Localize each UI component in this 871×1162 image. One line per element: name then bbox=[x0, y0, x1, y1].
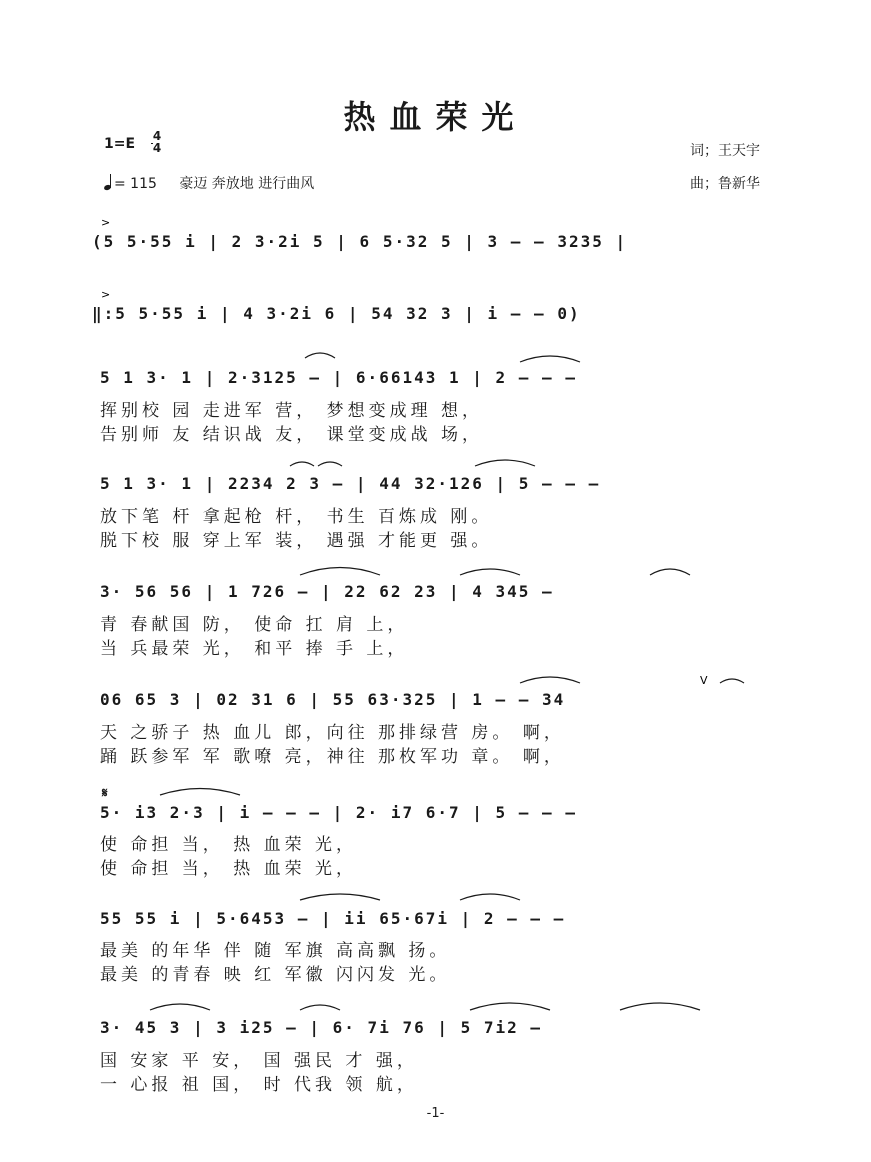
time-signature-bottom: 4 bbox=[152, 141, 162, 155]
expression-marking: 豪迈 奔放地 进行曲风 bbox=[179, 176, 315, 192]
svg-text:V: V bbox=[700, 674, 708, 687]
lyric-line-8a: 最美 的年华 伴 随 军旗 高高飘 扬。 bbox=[100, 941, 451, 961]
notation-line-5: 3· 56 56 | 1 726 – | 22 62 23 | 4 345 – bbox=[100, 582, 554, 601]
segno-icon: 𝄋 bbox=[102, 786, 108, 801]
notation-line-3: 5 1 3· 1 | 2·3125 – | 6·66143 1 | 2 – – – bbox=[100, 368, 577, 387]
lyric-line-9b: 一 心报 祖 国， 时 代我 领 航， bbox=[100, 1075, 418, 1095]
song-title: 热血荣光 bbox=[343, 98, 528, 136]
svg-text:>: > bbox=[101, 216, 111, 229]
lyric-line-7a: 使 命担 当， 热 血荣 光， bbox=[100, 835, 358, 855]
svg-text:>: > bbox=[101, 288, 111, 301]
notation-line-7: 5· i3 2·3 | i – – – | 2· i7 6·7 | 5 – – – bbox=[100, 803, 577, 822]
key-signature: 1=E bbox=[104, 136, 136, 152]
composer-credit: 曲；鲁新华 bbox=[690, 176, 760, 192]
lyric-line-4b: 脱下校 服 穿上军 装， 遇强 才能更 强。 bbox=[100, 531, 493, 551]
lyric-line-4a: 放下笔 杆 拿起枪 杆， 书生 百炼成 刚。 bbox=[100, 507, 493, 527]
notation-line-4: 5 1 3· 1 | 2234 2 3 – | 44 32·126 | 5 – – – bbox=[100, 474, 601, 493]
notation-line-9: 3· 45 3 | 3 i25 – | 6· 7i 76 | 5 7i2 – bbox=[100, 1018, 543, 1037]
tempo-value: = 115 bbox=[114, 176, 157, 192]
lyric-line-5b: 当 兵最荣 光， 和平 捧 手 上， bbox=[100, 639, 409, 659]
notation-line-6: 06 65 3 | 02 31 6 | 55 63·325 | 1 – – 34 bbox=[100, 690, 566, 709]
lyric-line-8b: 最美 的青春 映 红 军徽 闪闪发 光。 bbox=[100, 965, 451, 985]
page-number: -1- bbox=[426, 1106, 445, 1121]
lyricist-credit: 词；王天宇 bbox=[690, 143, 760, 159]
lyric-line-3a: 挥别校 园 走进军 营， 梦想变成理 想， bbox=[100, 401, 484, 421]
lyric-line-3b: 告别师 友 结识战 友， 课堂变成战 场， bbox=[100, 425, 484, 445]
lyric-line-9a: 国 安家 平 安， 国 强民 才 强， bbox=[100, 1051, 418, 1071]
lyric-line-6b: 踊 跃参军 军 歌嘹 亮，神往 那枚军功 章。 啊， bbox=[100, 747, 565, 767]
notation-line-1: (5 5·55 i | 2 3·2i 5 | 6 5·32 5 | 3 – – 3235 | bbox=[92, 232, 628, 251]
notation-line-8: 55 55 i | 5·6453 – | ii 65·67i | 2 – – – bbox=[100, 909, 566, 928]
time-signature-top: 4 bbox=[152, 129, 162, 143]
notation-line-2: ‖:5 5·55 i | 4 3·2i 6 | 54 32 3 | i – – 0) bbox=[92, 304, 581, 323]
lyric-line-7b: 使 命担 当， 热 血荣 光， bbox=[100, 859, 358, 879]
lyric-line-5a: 青 春献国 防， 使命 扛 肩 上， bbox=[100, 615, 409, 635]
lyric-line-6a: 天 之骄子 热 血儿 郎，向往 那排绿营 房。 啊， bbox=[100, 723, 565, 743]
